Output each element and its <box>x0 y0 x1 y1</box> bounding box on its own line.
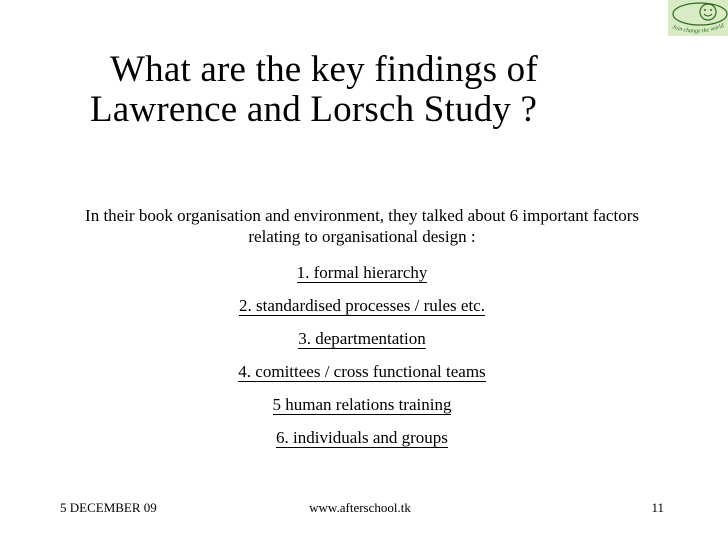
slide-title-line-1: What are the key findings of <box>110 49 538 90</box>
list-item <box>60 289 664 322</box>
list-item <box>60 256 664 289</box>
logo <box>668 0 728 36</box>
factor-text: 2. standardised processes / rules etc. <box>239 296 485 315</box>
smiley-eye-logo-icon <box>668 0 728 36</box>
list-item <box>60 388 664 421</box>
factor-text: 5 human relations training <box>272 395 452 414</box>
factor-text: 1. formal hierarchy <box>296 263 428 282</box>
factor-text: 6. individuals and groups <box>276 428 448 447</box>
list-item <box>60 322 664 355</box>
logo-text: Join change the world <box>671 23 725 35</box>
list-item <box>60 421 664 454</box>
slide-title <box>90 50 690 130</box>
footer-url: www.afterschool.tk <box>309 500 411 515</box>
factor-text: 4. comittees / cross functional teams <box>238 362 486 381</box>
list-item <box>60 355 664 388</box>
factor-list <box>60 256 664 454</box>
page-number: 11 <box>651 500 664 515</box>
intro-text: In their book organisation and environment, they talked about 6 important factors relating to organisational design : <box>85 206 639 246</box>
factor-text: 3. departmentation <box>298 329 426 348</box>
footer-date: 5 DECEMBER 09 <box>60 500 157 515</box>
slide-title-line-2: Lawrence and Lorsch Study ? <box>90 89 538 130</box>
